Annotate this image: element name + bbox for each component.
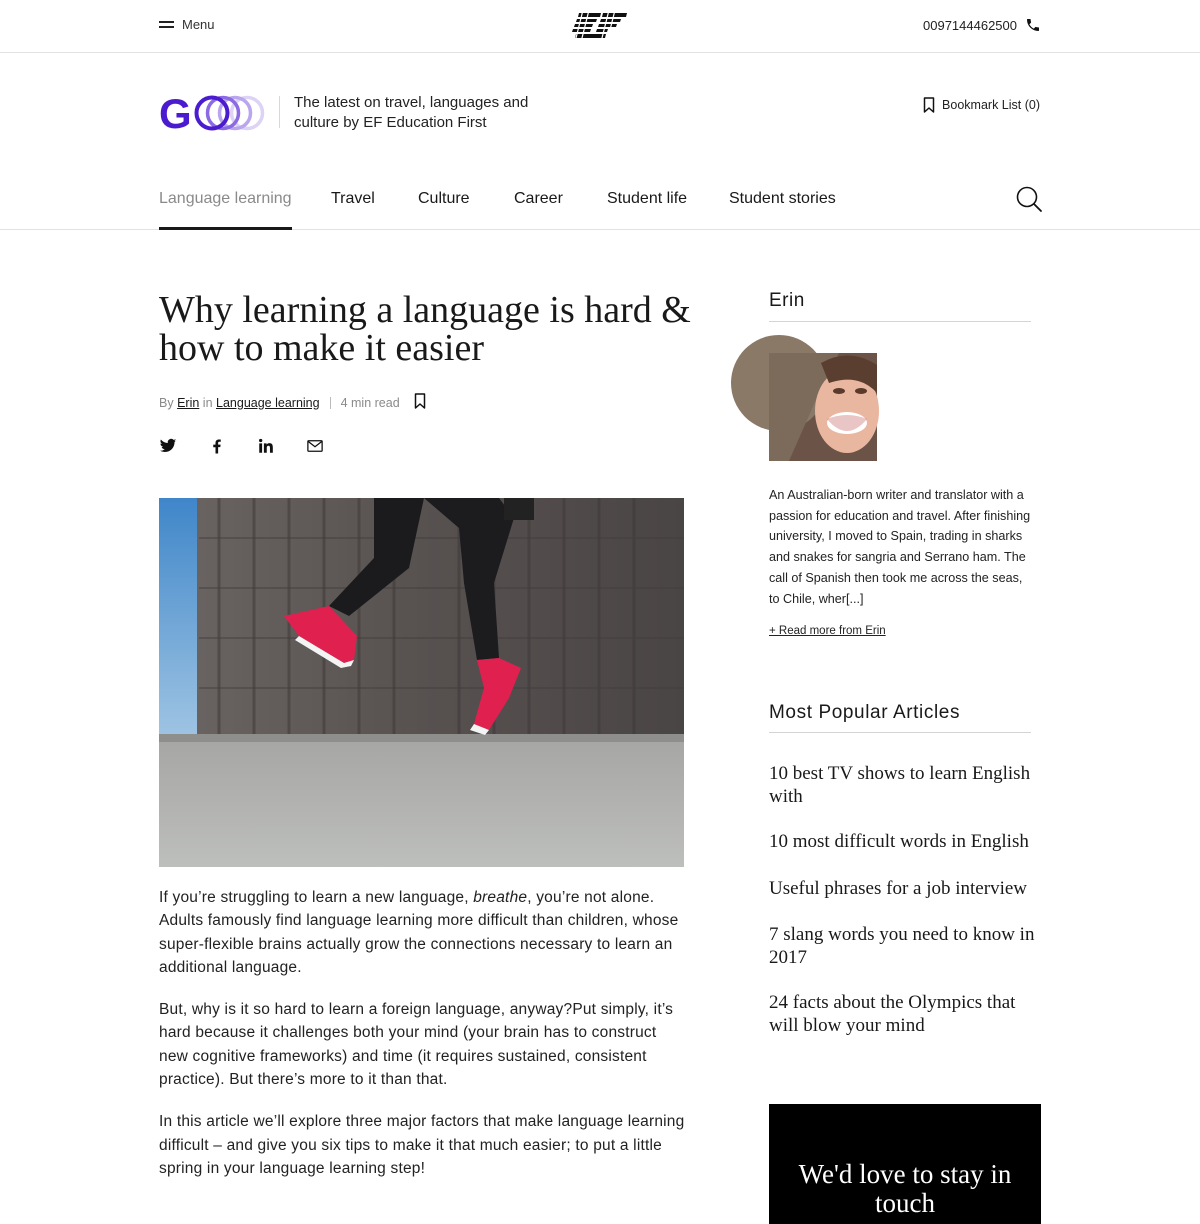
- svg-text:G: G: [159, 90, 189, 137]
- category-link[interactable]: Language learning: [216, 395, 320, 410]
- bookmark-icon: [414, 393, 426, 409]
- share-bar: [159, 437, 324, 455]
- author-avatar: [769, 353, 877, 461]
- menu-label: Menu: [182, 17, 215, 32]
- phone-link[interactable]: [923, 17, 1041, 33]
- popular-articles-heading: Most Popular Articles: [769, 702, 1031, 733]
- hamburger-icon: [159, 20, 174, 29]
- nav-item-language-learning[interactable]: Language learning: [159, 190, 292, 230]
- in-label: in: [202, 395, 213, 410]
- linkedin-icon[interactable]: [257, 437, 275, 455]
- newsletter-panel: [769, 1104, 1041, 1224]
- popular-article-link[interactable]: 10 best TV shows to learn English with: [769, 763, 1031, 807]
- article-meta: [159, 393, 426, 412]
- nav-item-culture[interactable]: Culture: [418, 190, 470, 207]
- article-title: Why learning a language is hard & how to make it easier: [159, 289, 691, 369]
- main-nav: [0, 170, 1200, 230]
- top-bar: [0, 0, 1200, 53]
- author-name: Erin: [769, 290, 1031, 322]
- ef-logo[interactable]: [573, 10, 627, 42]
- facebook-icon[interactable]: [208, 437, 226, 455]
- author-link[interactable]: Erin: [177, 395, 200, 410]
- popular-article-link[interactable]: 24 facts about the Olympics that will blow your mind: [769, 992, 1016, 1036]
- brand-divider: [279, 96, 280, 128]
- menu-button[interactable]: [159, 17, 215, 32]
- email-icon[interactable]: [306, 437, 324, 455]
- twitter-icon[interactable]: [159, 437, 177, 455]
- by-label: By: [159, 395, 174, 410]
- popular-article-link[interactable]: Useful phrases for a job interview: [769, 877, 1028, 899]
- bookmark-list-label: Bookmark List (0): [942, 98, 1040, 112]
- go-logo[interactable]: [159, 90, 265, 137]
- bookmark-article-button[interactable]: [414, 393, 426, 412]
- popular-articles-list: [769, 763, 1039, 1037]
- search-icon[interactable]: [1015, 185, 1043, 213]
- article-paragraph: If you’re struggling to learn a new language, breathe, you’re not alone. Adults famously find language learning more difficult than children, whose super-flexible brains actually grow the connections necessary to learn an additional language.: [159, 889, 679, 976]
- nav-item-student-life[interactable]: Student life: [607, 190, 688, 207]
- read-time: 4 min read: [340, 395, 400, 410]
- popular-article-link[interactable]: 10 most difficult words in English: [769, 831, 1029, 852]
- article-paragraph: But, why is it so hard to learn a foreign language, anyway?Put simply, it’s hard because it challenges both your mind (your brain has to construct new cognitive frameworks) and time (it requires sustained, consistent practice). But there’s more to it than that.: [159, 1001, 674, 1089]
- nav-item-student-stories[interactable]: Student stories: [729, 190, 836, 207]
- bookmark-list-link[interactable]: [923, 97, 1040, 113]
- meta-divider: [330, 397, 331, 409]
- popular-article-link[interactable]: 7 slang words you need to know in 2017: [769, 924, 1035, 968]
- nav-item-career[interactable]: Career: [514, 190, 563, 207]
- article-paragraph: In this article we’ll explore three major factors that make language learning difficult – and give you six tips to make it that much easier; to put a little spring in your language learning step!: [159, 1113, 685, 1177]
- newsletter-heading: We'd love to stay in touch: [798, 1159, 1012, 1218]
- phone-number: 0097144462500: [923, 17, 1017, 33]
- nav-item-travel[interactable]: Travel: [331, 190, 375, 207]
- phone-icon: [1025, 17, 1041, 33]
- site-tagline: The latest on travel, languages and culture by EF Education First: [294, 94, 529, 131]
- bookmark-icon: [923, 97, 935, 113]
- hero-image: [159, 498, 684, 867]
- read-more-link[interactable]: + Read more from Erin: [769, 625, 886, 637]
- author-bio: An Australian-born writer and translator with a passion for education and travel. After finishing university, I moved to Spain, trading in sharks and snakes for sangria and Serrano ham. The call of Spanish then took me across the seas, to Chile, wher[...]: [769, 488, 1031, 606]
- article-body: [159, 886, 689, 1199]
